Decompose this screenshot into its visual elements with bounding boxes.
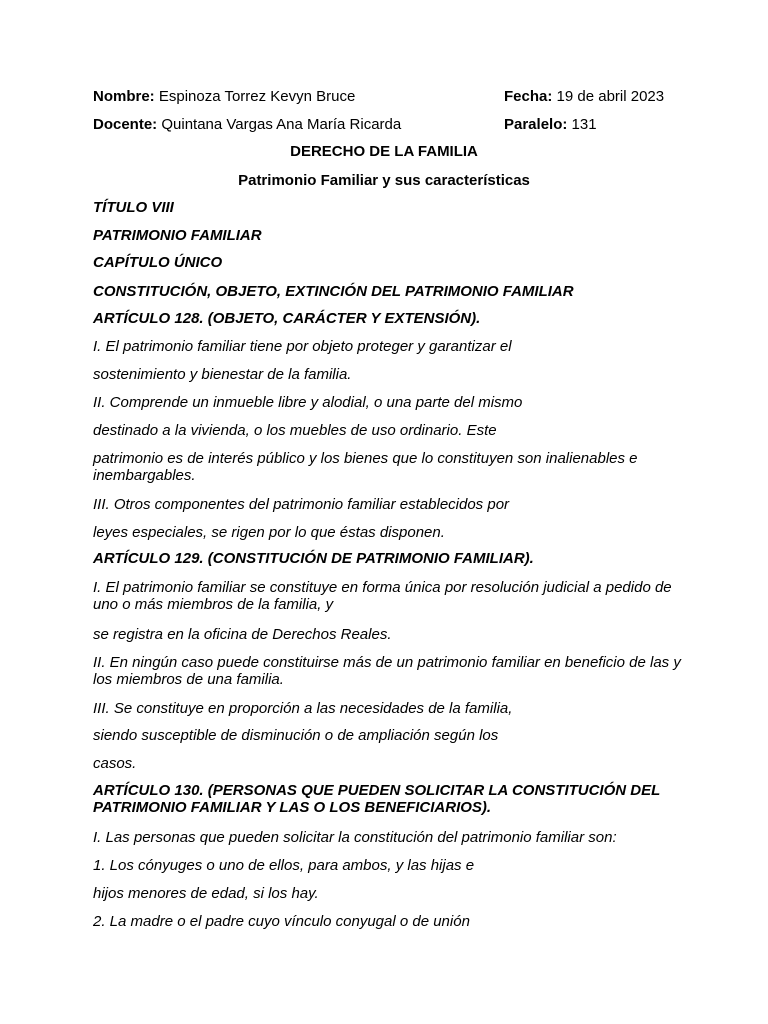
art130-p1: I. Las personas que pueden solicitar la constitución del patrimonio familiar son: <box>93 829 617 846</box>
art129-p3: II. En ningún caso puede constituirse más de un patrimonio familiar en beneficio de las y los miembros de una familia. <box>93 654 681 688</box>
art129-p2: se registra en la oficina de Derechos Reales. <box>93 626 392 643</box>
art129-p1: I. El patrimonio familiar se constituye en forma única por resolución judicial a pedido de uno o más miembros de la familia, y <box>93 579 672 613</box>
art129-heading: ARTÍCULO 129. (CONSTITUCIÓN DE PATRIMONIO FAMILIAR). <box>93 550 534 567</box>
fecha-value: 19 de abril 2023 <box>556 88 665 105</box>
heading-capitulo: CAPÍTULO ÚNICO <box>93 254 223 271</box>
nombre-value: Espinoza Torrez Kevyn Bruce <box>158 88 356 105</box>
nombre-line <box>93 88 355 105</box>
art128-p7: leyes especiales, se rigen por lo que éstas disponen. <box>93 524 445 541</box>
art130-p2: 1. Los cónyuges o uno de ellos, para ambos, y las hijas e <box>93 857 475 874</box>
art129-p6: casos. <box>93 755 137 772</box>
art130-p3: hijos menores de edad, si los hay. <box>93 885 319 902</box>
docente-label: Docente: <box>93 116 158 133</box>
heading-constitucion: CONSTITUCIÓN, OBJETO, EXTINCIÓN DEL PATRIMONIO FAMILIAR <box>93 283 574 300</box>
art128-p6: III. Otros componentes del patrimonio familiar establecidos por <box>93 496 510 513</box>
art129-p5: siendo susceptible de disminución o de ampliación según los <box>93 727 499 744</box>
docente-value: Quintana Vargas Ana María Ricarda <box>161 116 402 133</box>
paralelo-label: Paralelo: <box>504 116 568 133</box>
art128-p3: II. Comprende un inmueble libre y alodial, o una parte del mismo <box>93 394 523 411</box>
art128-p1: I. El patrimonio familiar tiene por objeto proteger y garantizar el <box>93 338 512 355</box>
document-subtitle: Patrimonio Familiar y sus características <box>238 172 530 189</box>
art129-p4: III. Se constituye en proporción a las necesidades de la familia, <box>93 700 513 717</box>
fecha-line <box>504 88 664 105</box>
art130-p4: 2. La madre o el padre cuyo vínculo conyugal o de unión <box>93 913 470 930</box>
art128-heading: ARTÍCULO 128. (OBJETO, CARÁCTER Y EXTENSIÓN). <box>93 310 481 327</box>
art128-p4: destinado a la vivienda, o los muebles de uso ordinario. Este <box>93 422 497 439</box>
art130-heading: ARTÍCULO 130. (PERSONAS QUE PUEDEN SOLICITAR LA CONSTITUCIÓN DEL PATRIMONIO FAMILIAR Y LAS O LOS BENEFICIARIOS). <box>93 782 660 816</box>
nombre-label: Nombre: <box>93 88 155 105</box>
art128-p2: sostenimiento y bienestar de la familia. <box>93 366 352 383</box>
docente-line <box>93 116 401 133</box>
paralelo-value: 131 <box>571 116 597 133</box>
fecha-label: Fecha: <box>504 88 553 105</box>
document-title: DERECHO DE LA FAMILIA <box>290 143 478 160</box>
paralelo-line <box>504 116 597 133</box>
heading-titulo: TÍTULO VIII <box>93 199 174 216</box>
art128-p5: patrimonio es de interés público y los bienes que lo constituyen son inalienables e inembargables. <box>93 450 638 484</box>
heading-patrimonio: PATRIMONIO FAMILIAR <box>93 227 262 244</box>
